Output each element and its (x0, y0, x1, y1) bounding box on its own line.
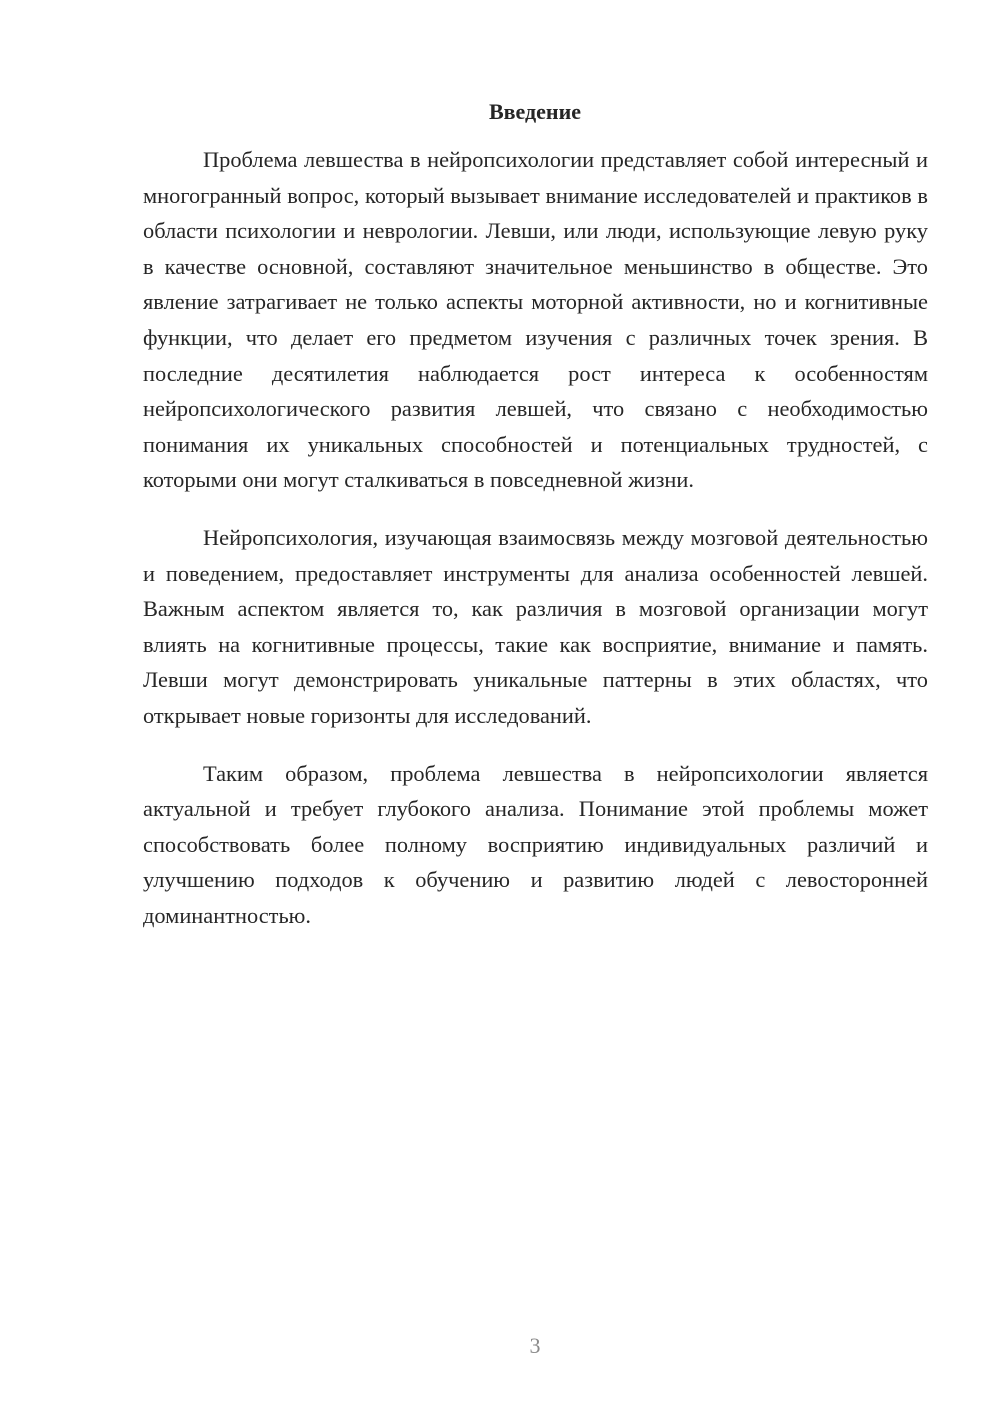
document-body (143, 142, 928, 955)
paragraph-1: Проблема левшества в нейропсихологии представляет собой интересный и многогранный вопрос, который вызывает внимание исследователей и практиков в области психологии и неврологии. Левши, или люди, использующие левую руку в качестве основной, составляют значительное меньшинство в обществе. Это явление затрагивает не только аспекты моторной активности, но и когнитивные функции, что делает его предметом изучения с различных точек зрения. В последние десятилетия наблюдается рост интереса к особенностям нейропсихологического развития левшей, что связано с необходимостью понимания их уникальных способностей и потенциальных трудностей, с которыми они могут сталкиваться в повседневной жизни. (143, 147, 928, 493)
paragraph-2: Нейропсихология, изучающая взаимосвязь между мозговой деятельностью и поведением, предоставляет инструменты для анализа особенностей левшей. Важным аспектом является то, как различия в мозговой организации могут влиять на когнитивные процессы, такие как восприятие, внимание и память. Левши могут демонстрировать уникальные паттерны в этих областях, что открывает новые горизонты для исследований. (143, 524, 928, 728)
paragraph-3: Таким образом, проблема левшества в нейропсихологии является актуальной и требует глубокого анализа. Понимание этой проблемы может способствовать более полному восприятию индивидуальных различий и улучшению подходов к обучению и развитию людей с левосторонней доминантностью. (143, 760, 928, 928)
page-title: Введение (488, 99, 582, 124)
page-number: 3 (529, 1333, 541, 1358)
